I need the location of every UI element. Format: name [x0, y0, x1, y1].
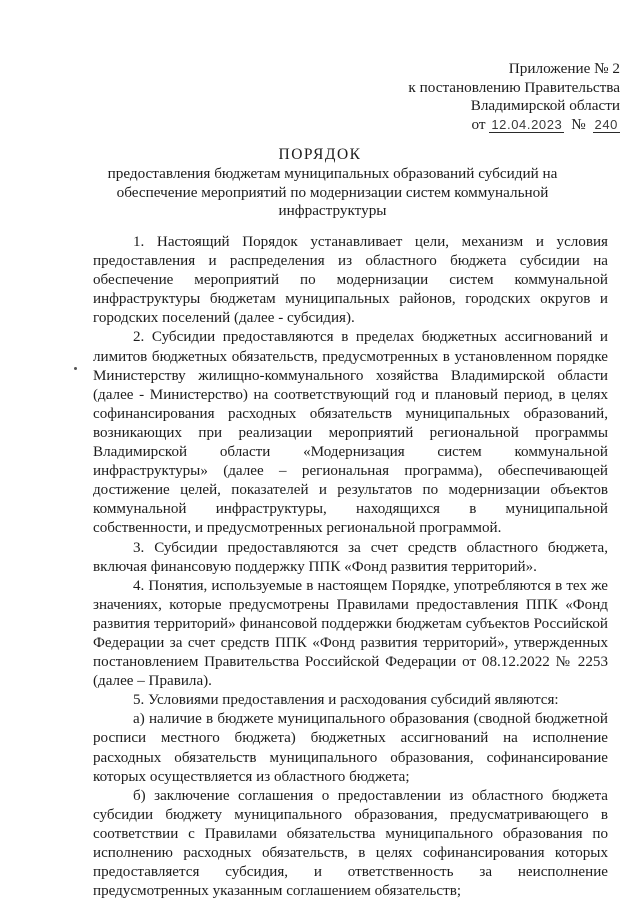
- annex-decree-line: к постановлению Правительства: [408, 78, 620, 96]
- annex-date-prefix: от: [471, 115, 486, 133]
- annex-region-line: Владимирской области: [470, 97, 620, 114]
- annex-number: Приложение № 2: [508, 60, 620, 77]
- annex-number-sign: №: [571, 115, 586, 133]
- paragraph-4: 4. Понятия, используемые в настоящем Порядке, употребляются в тех же значениях, которые предусмотрены Правилами предоставления ППК «Фонд развития территорий» финансовой поддержки бюджетам субъектов Российской Федерации за счет средств ППК «Фонд развития территорий», утвержденных постановлением Правительства Российской Федерации от 08.12.2022 № 2253 (далее – Правила).: [93, 577, 608, 690]
- paragraph-5a: а) наличие в бюджете муниципального образования (сводной бюджетной росписи местного бюджета) бюджетных ассигнований на исполнение расходных обязательств муниципального образования, софинансирование которых осуществляется из областного бюджета;: [93, 711, 608, 785]
- annex-number-value: 240: [594, 116, 618, 132]
- subtitle-line-1: предоставления бюджетам муниципальных образований субсидий на: [107, 165, 558, 182]
- annex-date-line: [380, 116, 620, 135]
- document-title: ПОРЯДОК: [278, 146, 362, 163]
- document-body: [93, 233, 608, 901]
- paragraph-3: 3. Субсидии предоставляются за счет средств областного бюджета, включая финансовую поддержку ППК «Фонд развития территорий».: [93, 539, 608, 575]
- subtitle-line-3: инфраструктуры: [278, 202, 387, 220]
- scan-speck: [74, 367, 77, 370]
- subtitle-line-2: обеспечение мероприятий по модернизации систем коммунальной: [116, 183, 549, 201]
- paragraph-2: 2. Субсидии предоставляются в пределах бюджетных ассигнований и лимитов бюджетных обязательств, предусмотренных в установленном порядке Министерству жилищно-коммунального хозяйства Владимирской области (далее - Министерство) на соответствующий год и плановый период, в целях софинансирования расходных обязательств муниципальных образований, возникающих при реализации мероприятий региональной программы Владимирской области «Модернизация систем коммунальной инфраструктуры» (далее – региональная программа), обеспечивающей достижение целей, показателей и результатов по модернизации объектов коммунальной инфраструктуры, находящихся в муниципальной собственности, и предусмотренных региональной программой.: [93, 329, 608, 537]
- document-subtitle: [90, 165, 575, 221]
- paragraph-1: 1. Настоящий Порядок устанавливает цели, механизм и условия предоставления и распределения из областного бюджета субсидии на обеспечение мероприятий по модернизации систем коммунальной инфраструктуры бюджетам муниципальных районов, городских округов и городских поселений (далее - субсидия).: [93, 234, 608, 327]
- paragraph-5b: б) заключение соглашения о предоставлении из областного бюджета субсидии бюджету муниципального образования, предусматривающего в соответствии с Правилами обязательства муниципального образования по исполнению расходных обязательств, в целях софинансирования которых предоставляется субсидия, и ответственность за неисполнение предусмотренных указанным соглашением обязательств;: [93, 787, 608, 900]
- annex-header: [380, 60, 620, 134]
- paragraph-5: 5. Условиями предоставления и расходования субсидий являются:: [133, 692, 559, 709]
- annex-date-value: 12.04.2023: [491, 116, 563, 132]
